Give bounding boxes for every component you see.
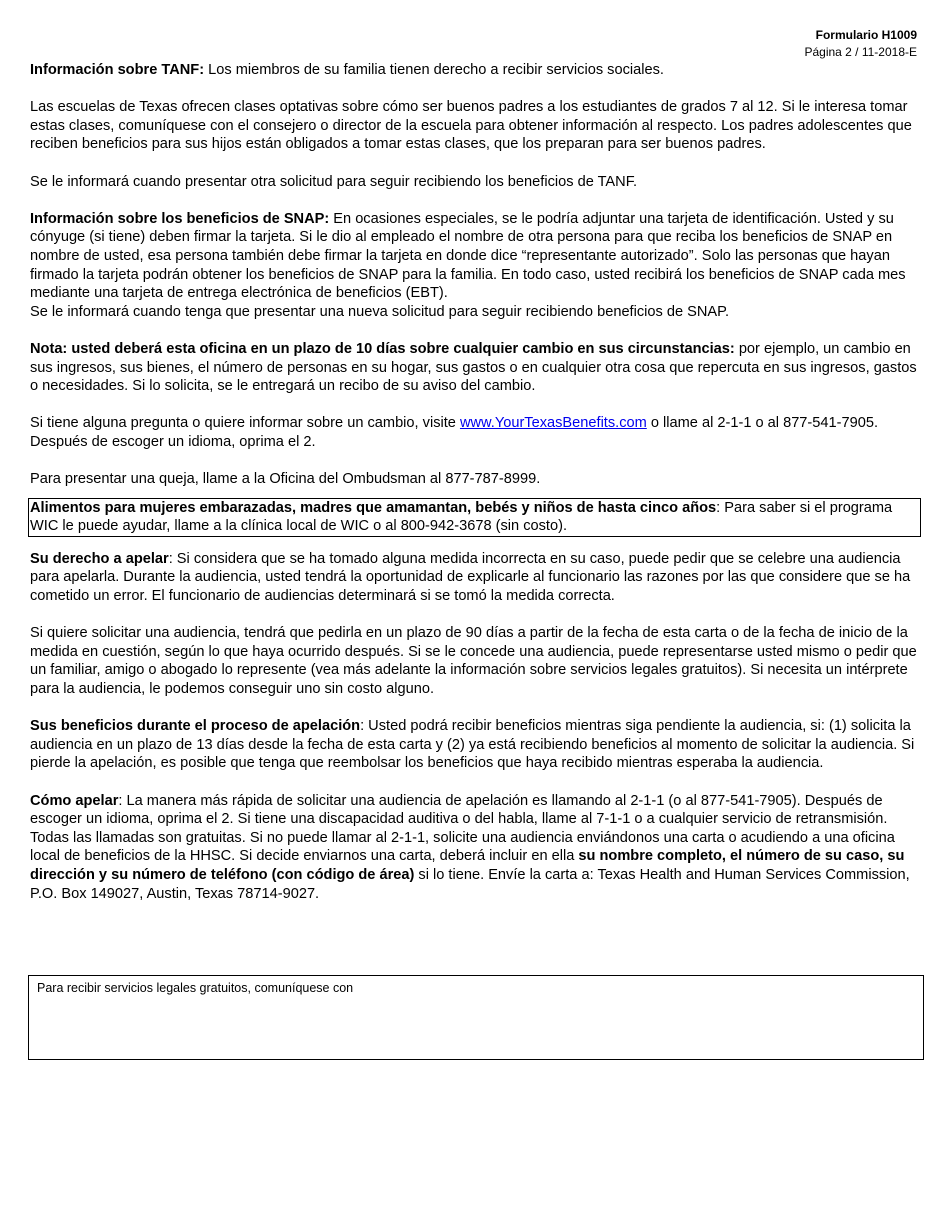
appeal-heading: Su derecho a apelar	[30, 550, 169, 567]
complaint-info: Para presentar una queja, llame a la Oficina del Ombudsman al 877-787-8999.	[30, 471, 541, 488]
how-to-appeal-heading: Cómo apelar	[30, 792, 119, 809]
tanf-intro: Información sobre TANF: Los miembros de su familia tienen derecho a recibir servicios sociales.	[30, 62, 664, 78]
snap-renewal: Se le informará cuando tenga que presentar una nueva solicitud para seguir recibiendo beneficios de SNAP.	[30, 303, 730, 320]
tanf-classes: Las escuelas de Texas ofrecen clases optativas sobre cómo ser buenos padres a los estudiantes de grados 7 al 12. Si le interesa tomar estas clases, comuníquese con el consejero o director de la escuela para obtener información al respecto. Los padres adolescentes que reciben beneficios para sus hijos están obligados a tomar estas clases, que los preparan para ser buenos padres.	[30, 99, 912, 153]
change-notice: Nota: usted deberá esta oficina en un plazo de 10 días sobre cualquier cambio en sus circunstancias: por ejemplo, un cambio en sus ingresos, sus bienes, el número de personas en su hogar, sus gastos o en cualquier otra cosa que repercuta en sus ingresos, gastos o necesidades. Si lo solicita, se le entregará un recibo de su aviso del cambio.	[30, 340, 917, 395]
wic-box: Alimentos para mujeres embarazadas, madres que amamantan, bebés y niños de hasta cinco años: Para saber si el programa WIC le puede ayudar, llame a la clínica local de WIC o al 800-942-3678 (sin costo).	[28, 498, 921, 537]
tanf-renewal: Se le informará cuando presentar otra solicitud para seguir recibiendo los beneficios de TANF.	[30, 173, 638, 190]
nota-heading: Nota: usted deberá esta oficina en un plazo de 10 días sobre cualquier cambio en sus circunstancias:	[30, 340, 735, 357]
contact-info: Si tiene alguna pregunta o quiere informar sobre un cambio, visite www.YourTexasBenefits.com o llame al 2-1-1 o al 877-541-7905. Después de escoger un idioma, oprima el 2.	[30, 415, 879, 450]
benefits-website-link[interactable]: www.YourTexasBenefits.com	[459, 415, 647, 432]
legal-services-box	[28, 975, 924, 1060]
benefits-during-heading: Sus beneficios durante el proceso de apelación	[30, 718, 361, 735]
document-body	[30, 61, 922, 922]
legal-services-label: Para recibir servicios legales gratuitos, comuníquese con	[37, 981, 354, 995]
snap-info: Información sobre los beneficios de SNAP: En ocasiones especiales, se le podría adjuntar una tarjeta de identificación. Usted y su cónyuge (si tiene) deben firmar la tarjeta. Si le dio al empleado el nombre de otra persona para que reciba los beneficios de SNAP en nombre de usted, esa persona también debe firmar la tarjeta en donde dice “representante autorizado”. Solo las personas que hayan firmado la tarjeta podrán obtener los beneficios de SNAP para la familia. En todo caso, usted recibirá los beneficios de SNAP cada mes mediante una tarjeta de entrega electrónica de beneficios (EBT).	[30, 210, 906, 302]
wic-heading: Alimentos para mujeres embarazadas, madres que amamantan, bebés y niños de hasta cinco años	[30, 499, 717, 516]
how-to-appeal: Cómo apelar: La manera más rápida de solicitar una audiencia de apelación es llamando al 2-1-1 (o al 877-541-7905). Después de escoger un idioma, oprima el 2. Si tiene una discapacidad auditiva o del habla, llame al 7-1-1 o a cualquier servicio de retransmisión. Todas las llamadas son gratuitas. Si no puede llamar al 2-1-1, solicite una audiencia enviándonos una carta o acudiendo a una oficina local de beneficios de la HHSC. Si decide enviarnos una carta, deberá incluir en ella su nombre completo, el número de su caso, su dirección y su número de teléfono (con código de área) si lo tiene. Envíe la carta a: Texas Health and Human Services Commission, P.O. Box 149027, Austin, Texas 78714-9027.	[30, 792, 910, 902]
snap-heading: Información sobre los beneficios de SNAP:	[30, 210, 330, 227]
page-info: Página 2 / 11-2018-E	[804, 45, 917, 59]
tanf-heading: Información sobre TANF:	[30, 62, 205, 78]
hearing-request: Si quiere solicitar una audiencia, tendrá que pedirla en un plazo de 90 días a partir de la fecha de esta carta o de la fecha de inicio de la medida en cuestión, según lo que haya ocurrido después. Si se le concede una audiencia, puede representarse usted mismo o pedir que un familiar, amigo o abogado lo represente (vea más adelante la información sobre servicios legales gratuitos). Si necesita un intérprete para la audiencia, le podemos conseguir uno sin costo alguno.	[30, 625, 917, 697]
appeal-right: Su derecho a apelar: Si considera que se ha tomado alguna medida incorrecta en su caso, puede pedir que se celebre una audiencia para apelarla. Durante la audiencia, usted tendrá la oportunidad de explicarle al funcionario las razones por las que considere que se ha cometido un error. El funcionario de audiencias determinará si se tomó la medida correcta.	[30, 550, 911, 605]
page-header	[804, 27, 917, 61]
form-number: Formulario H1009	[815, 28, 917, 42]
benefits-during-appeal: Sus beneficios durante el proceso de apelación: Usted podrá recibir beneficios mientras siga pendiente la audiencia, si: (1) solicita la audiencia en un plazo de 13 días desde la fecha de esta carta y (2) ya está recibiendo beneficios al momento de solicitar la audiencia. Si pierde la apelación, es posible que tenga que reembolsar los beneficios que haya recibido mientras esperaba la audiencia.	[30, 718, 915, 772]
